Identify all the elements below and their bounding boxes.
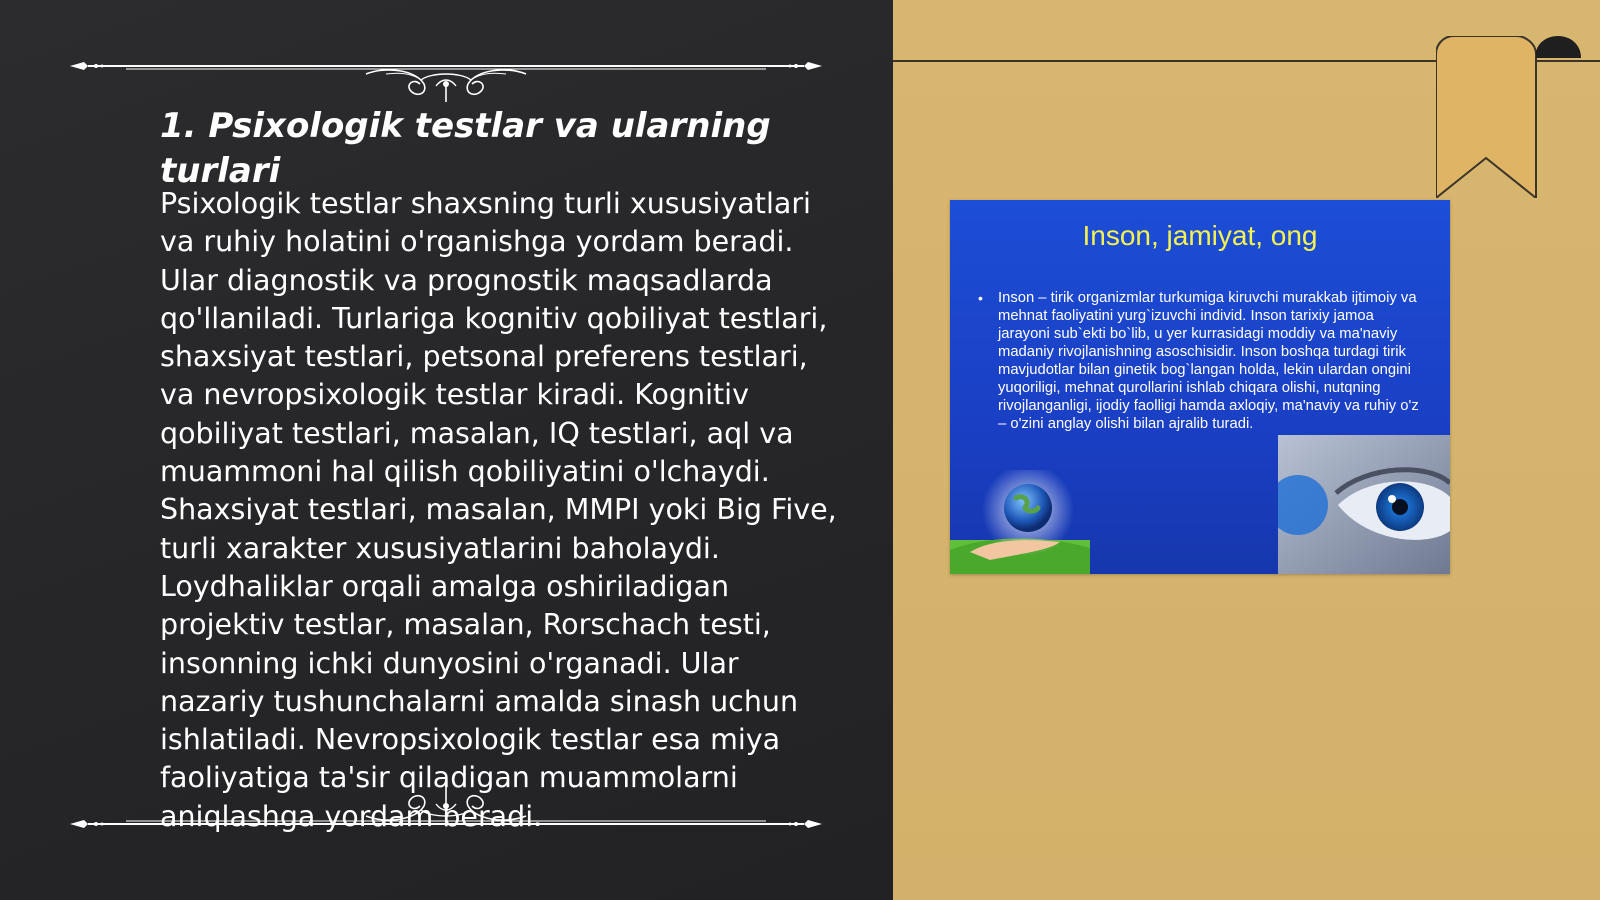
embedded-slide-image — [950, 200, 1450, 574]
bookmark-ribbon-icon — [1436, 36, 1581, 198]
embedded-slide-title: Inson, jamiyat, ong — [1082, 220, 1318, 251]
slide-body-text: Psixologik testlar shaxsning turli xususiyatlari va ruhiy holatini o'rganishga yordam beradi. Ular diagnostik va prognostik maqsadlarda qo'llaniladi. Turlariga kognitiv qobiliyat testlari, shaxsiyat testlari, petsonal preferens testlari, va nevropsixologik testlar kiradi. Kognitiv qobiliyat testlari, masalan, IQ testlari, aql va muammoni hal qilish qobiliyatini o'lchaydi. Shaxsiyat testlari, masalan, MMPI yoki Big Five, turli xarakter xususiyatlarini baholaydi. Loydhaliklar orqali amalga oshiriladigan projektiv testlar, masalan, Rorschach testi, insonning ichki dunyosini o'rganadi. Ular nazariy tushunchalarni amalda sinash uchun ishlatiladi. Nevropsixologik testlar esa miya faoliyatiga ta'sir qiladigan muammolarni aniqlashga yordam beradi. — [160, 187, 837, 833]
bullet-icon: • — [978, 290, 983, 306]
top-flourish-divider-icon — [66, 44, 826, 104]
eye-icon — [1278, 435, 1450, 574]
embedded-slide-body: Inson – tirik organizmlar turkumiga kiruvchi murakkab ijtimoiy va mehnat faoliyatini yurg`izuvchi individ. Inson tarixiy jamoa jarayoni sub`ekti bo`lib, u yer kurrasidagi moddiy va ma'naviy madaniy rivojlanishning asoschisidir. Inson boshqa turdagi tirik mavjudotlar bilan ginetik bog`langan holda, lekin ulardan ongini yuqoriligi, mehnat qurollarini ishlab chiqara olishi, nutqning rivojlanganligi, ijodiy faolligi hamda axloqiy, ma'naviy va ruhiy o'z – o'zini anglay olishi bilan ajralib turadi. — [998, 290, 1419, 432]
globe-in-hand-icon — [950, 470, 1090, 574]
slide-title: 1. Psixologik testlar va ularning turlari — [160, 106, 771, 191]
